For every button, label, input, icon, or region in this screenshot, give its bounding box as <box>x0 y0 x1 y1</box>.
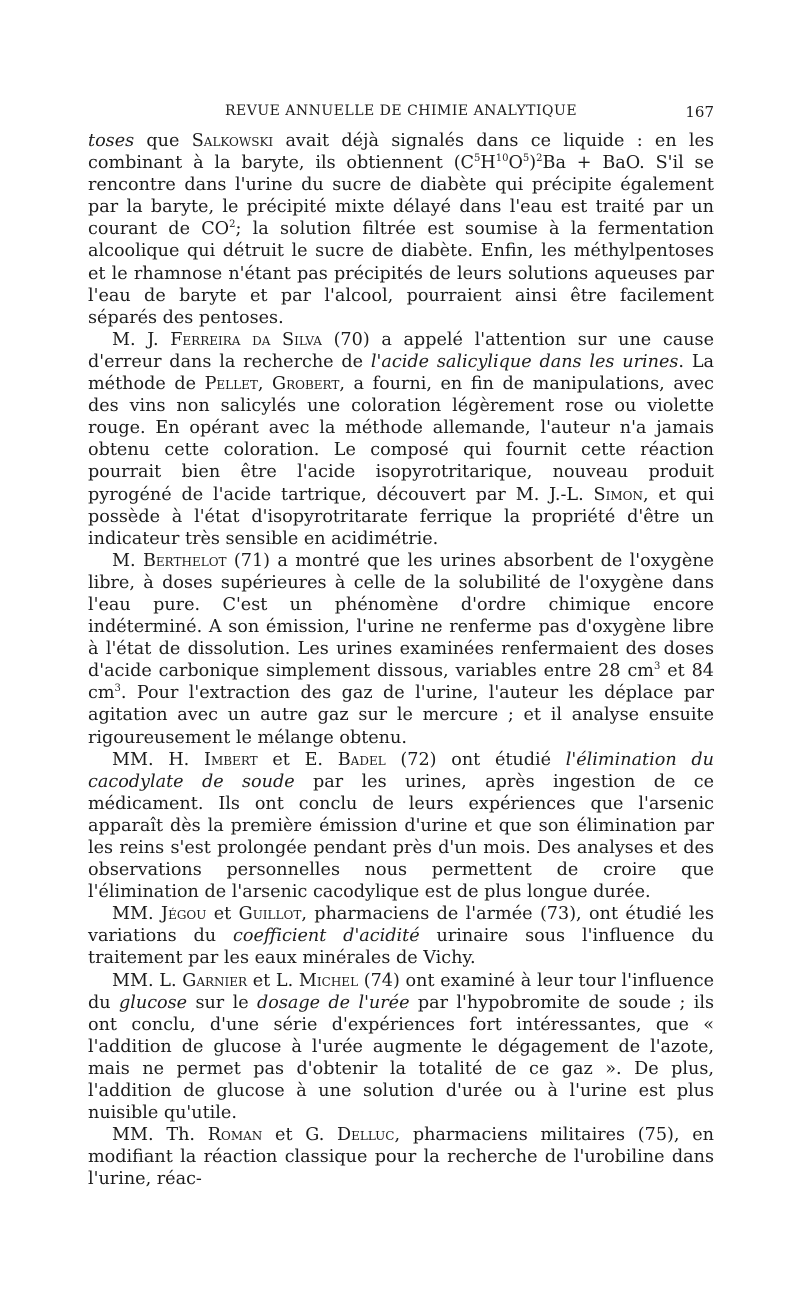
paragraph <box>88 749 714 904</box>
author-name: Guillot <box>238 904 302 925</box>
author-name: Imbert <box>204 749 258 770</box>
text-run: Ba + BaO. S'il se rencontre dans l'urine du sucre de diabète qui précipite également par la baryte, le précipité mixte délayé dans l'eau est traité par un courant de CO <box>88 153 714 240</box>
text-run: ) <box>529 153 537 174</box>
paragraph <box>88 550 714 749</box>
text-run: que <box>134 131 192 151</box>
italic-text: coefficient d'acidité <box>233 926 420 947</box>
text-run: sur le <box>187 992 257 1013</box>
author-name: Garnier <box>182 970 248 991</box>
superscript: 2 <box>536 153 543 165</box>
superscript: 10 <box>495 153 509 165</box>
italic-text: dosage de l'urée <box>257 992 410 1013</box>
text-run: (71) a montré que les urines absorbent de l'oxygène libre, à doses supérieures à celle de la solubilité de l'oxygène dans l'eau pure. C'est un phénomène d'ordre chimique encore indéterminé. A son émission, l'urine ne renferme pas d'oxygène libre à l'état de dissolution. Les urines examinées renfermaient des doses d'acide carbonique simplement dissous, variables entre 28 cm <box>88 550 714 682</box>
page-number: 167 <box>685 103 714 121</box>
italic-text: toses <box>88 131 135 151</box>
page-header <box>88 103 714 127</box>
text-run: avait déjà signalés dans ce liquide : en les combinant à la baryte, ils obtiennent (C <box>88 131 714 174</box>
author-name: Salkowski <box>191 131 274 151</box>
text-run: MM. <box>112 904 162 925</box>
author-name: Grobert <box>272 374 340 395</box>
author-name: Badel <box>337 749 386 770</box>
text-run: (74) ont examiné à leur tour l'influence du <box>88 970 714 1013</box>
text-run: par les urines, après ingestion de ce médicament. Ils ont conclu de leurs expériences que l'arsenic apparaît dès la première émission d'urine et que son élimination par les reins s'est prolongée pendant près d'un mois. Des analyses et des observations personnelles nous permettent de croire que l'élimination de l'arsenic cacodylique est de plus longue durée. <box>88 771 715 903</box>
running-head: REVUE ANNUELLE DE CHIMIE ANALYTIQUE <box>224 103 578 119</box>
text-run: et 84 cm <box>88 661 714 704</box>
text-run: et L. <box>247 970 299 991</box>
text-run: (70) a appelé l'attention sur une cause d'erreur dans la recherche de <box>88 329 714 372</box>
author-name: Roman <box>207 1125 263 1146</box>
text-run: par l'hypobromite de soude ; ils ont conclu, d'une série d'expériences fort intéressantes, que « l'addition de glucose à l'urée augmente le dégagement de l'azote, mais ne permet pas d'obtenir la totalité de ce gaz ». De plus, l'addition de glucose à une solution d'urée ou à l'urine est plus nuisible qu'utile. <box>88 992 715 1124</box>
text-run: , pharmaciens militaires (75), en modifiant la réaction classique pour la recherche de l'urobiline dans l'urine, réac- <box>88 1125 715 1190</box>
body-text <box>88 130 714 1191</box>
paragraph <box>88 970 714 1125</box>
text-run: . Pour l'extraction des gaz de l'urine, l'auteur les déplace par agitation avec un autre gaz sur le mercure ; et il analyse ensuite rigoureusement le mélange obtenu. <box>88 683 714 748</box>
italic-text: l'élimination du cacodylate de soude <box>88 749 714 792</box>
author-name: Ferreira da Silva <box>170 329 322 350</box>
paragraph <box>88 130 714 329</box>
italic-text: l'acide salicylique dans les urines <box>370 351 679 372</box>
text-run: M. <box>112 550 143 571</box>
text-run: et <box>206 904 239 925</box>
text-run: , et qui possède à l'état d'isopyrotritarate ferrique la propriété d'être un indicateur très sensible en acidimétrie. <box>88 484 714 549</box>
text-run: H <box>480 153 496 174</box>
text-run: , a fourni, en fin de manipulations, avec des vins non salicylés une coloration légèrement rose ou violette rouge. En opérant avec la méthode allemande, l'auteur n'a jamais obtenu cette coloration. Le composé qui fournit cette réaction pourrait bien être l'acide isopyrotritarique, nouveau produit pyrogéné de l'acide tartrique, découvert par M. J.-L. <box>88 374 715 505</box>
author-name: Delluc <box>337 1125 395 1146</box>
text-run: M. J. <box>112 329 171 350</box>
text-run: et E. <box>257 749 338 770</box>
text-run: et G. <box>262 1125 338 1146</box>
author-name: Michel <box>298 970 359 991</box>
text-run: MM. L. <box>112 970 183 991</box>
text-run: urinaire sous l'influence du traitement par les eaux minérales de Vichy. <box>88 926 714 969</box>
superscript: 3 <box>653 661 661 673</box>
superscript: 5 <box>522 153 530 165</box>
text-run: O <box>508 153 523 174</box>
text-run: MM. H. <box>112 749 204 770</box>
author-name: Berthelot <box>142 550 227 571</box>
text-run: MM. Th. <box>112 1125 208 1146</box>
author-name: Simon <box>593 484 643 505</box>
italic-text: glucose <box>118 992 188 1013</box>
text-run: (72) ont étudié <box>385 749 566 770</box>
superscript: 2 <box>229 219 236 231</box>
text-run: , pharmaciens de l'armée (73), ont étudié les variations du <box>88 904 714 947</box>
paragraph <box>88 1124 714 1190</box>
superscript: 3 <box>114 683 121 695</box>
superscript: 5 <box>474 153 481 165</box>
paragraph <box>88 329 714 550</box>
author-name: Pellet <box>204 374 258 395</box>
text-run: ; la solution filtrée est soumise à la fermentation alcoolique qui détruit le sucre de diabète. Enfin, les méthylpentoses et le rhamnose n'étant pas précipités de leurs solutions aqueuses par l'eau de baryte et par l'alcool, pourraient ainsi être facilement séparés des pentoses. <box>88 219 714 328</box>
paragraph <box>88 903 714 969</box>
author-name: Jégou <box>161 904 207 925</box>
text-run: , <box>257 374 273 395</box>
text-run: . La méthode de <box>88 351 715 395</box>
